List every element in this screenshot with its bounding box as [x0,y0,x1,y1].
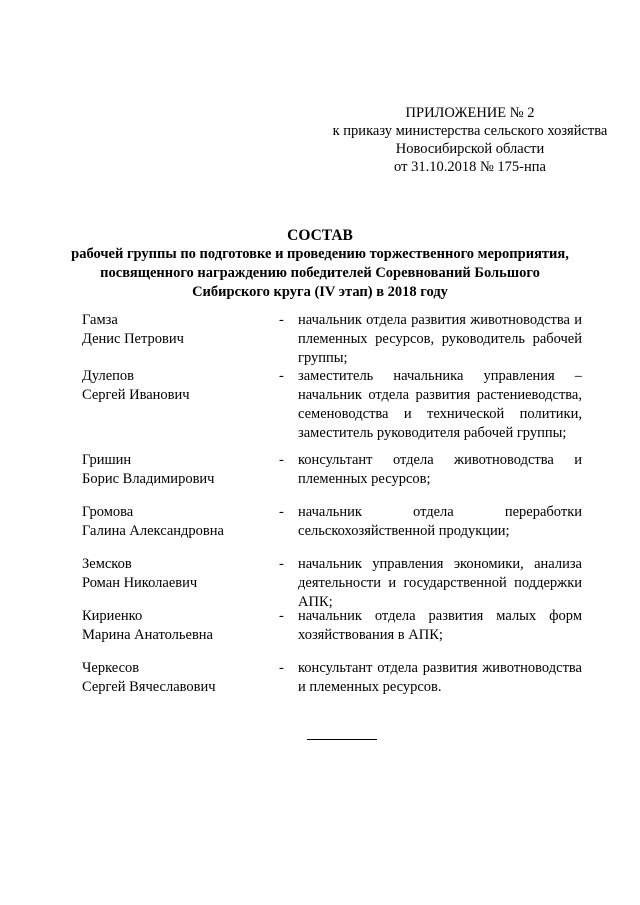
document-title: СОСТАВ [287,227,353,244]
member-surname: Громова [82,504,134,520]
member-name [82,451,272,489]
appendix-block [300,104,640,176]
member-name [82,367,272,405]
member-row [82,367,582,441]
member-name [82,555,272,593]
member-given-names: Борис Владимирович [82,471,215,487]
member-role: начальник отдела развития животноводства и племенных ресурсов, руководитель рабочей группы; [298,312,582,366]
member-surname: Земсков [82,556,132,572]
member-row [82,503,582,563]
member-dash: - [279,660,284,676]
member-role: начальник отдела развития малых форм хозяйствования в АПК; [298,608,582,643]
closing-divider [307,739,377,740]
member-given-names: Сергей Вячеславович [82,679,216,695]
member-dash: - [279,504,284,520]
member-given-names: Сергей Иванович [82,387,190,403]
appendix-date-number: от 31.10.2018 № 175-нпа [394,159,546,175]
member-given-names: Денис Петрович [82,331,184,347]
document-subtitle-line-3: Сибирского круга (IV этап) в 2018 году [192,284,448,300]
member-given-names: Галина Александровна [82,523,224,539]
appendix-region: Новосибирской области [395,141,545,157]
member-surname: Дулепов [82,368,135,384]
member-row [82,555,582,615]
member-surname: Гамза [82,312,118,328]
member-given-names: Марина Анатольевна [82,627,213,643]
member-dash: - [279,312,284,328]
member-name [82,659,272,697]
member-role: заместитель начальника управления – начальник отдела развития растениеводства, семеноводства и технической политики, заместитель руководителя рабочей группы; [298,368,582,441]
member-row [82,607,582,667]
member-role: начальник отдела переработки сельскохозяйственной продукции; [298,504,582,539]
document-heading [60,226,580,302]
member-role: консультант отдела животноводства и племенных ресурсов; [298,452,582,487]
member-row [82,311,582,371]
document-subtitle-line-2: посвященного награждению победителей Соревнований Большого [100,265,540,281]
member-role: консультант отдела развития животноводства и племенных ресурсов. [298,660,582,695]
appendix-order-ref: к приказу министерства сельского хозяйства [332,123,608,139]
member-dash: - [279,608,284,624]
member-dash: - [279,452,284,468]
member-row [82,659,582,719]
document-subtitle-line-1: рабочей группы по подготовке и проведению торжественного мероприятия, [71,246,569,262]
member-name [82,607,272,645]
member-role: начальник управления экономики, анализа деятельности и государственной поддержки АПК; [298,556,582,610]
member-given-names: Роман Николаевич [82,575,198,591]
member-surname: Кириенко [82,608,143,624]
member-dash: - [279,368,284,384]
member-row [82,451,582,511]
member-surname: Гришин [82,452,132,468]
member-dash: - [279,556,284,572]
appendix-title: ПРИЛОЖЕНИЕ № 2 [405,105,535,121]
member-surname: Черкесов [82,660,140,676]
member-name [82,311,272,349]
member-name [82,503,272,541]
